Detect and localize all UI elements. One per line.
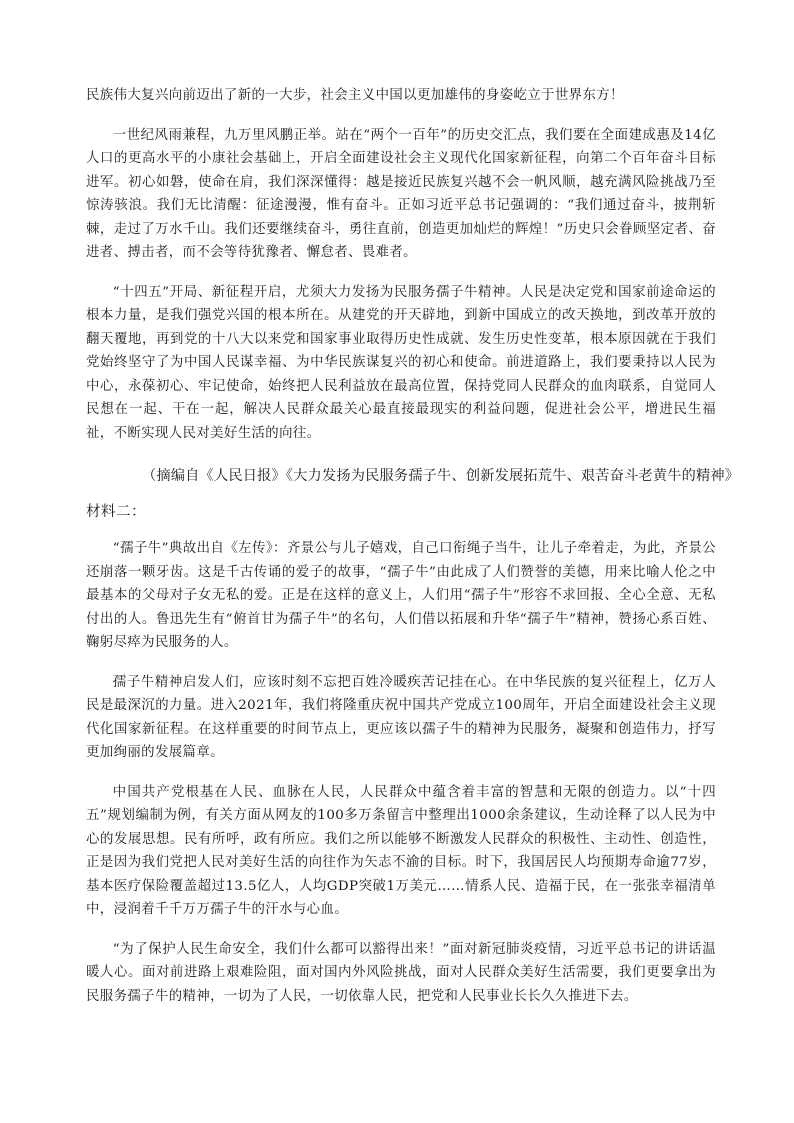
paragraph-continuation: 民族伟大复兴向前迈出了新的一大步，社会主义中国以更加雄伟的身姿屹立于世界东方！ bbox=[86, 88, 624, 103]
paragraph-5: 中国共产党根基在人民、血脉在人民，人民群众中蕴含着丰富的智慧和无限的创造力。以“十四五”规划编制为例，有关方面从网友的100多万条留言中整理出1000余条建议，生动诠释了以人民为中心的发展思想。民有所呼，政有所应。我们之所以能够不断激发人民群众的积极性、主动性、创造性，正是因为我们党把人民对美好生活的向往作为矢志不渝的目标。时下，我国居民人均预期寿命逾77岁，基本医疗保险覆盖超过13.5亿人，人均GDP突破1万美元……情系人民、造福于民，在一张张幸福清单中，浸润着千千万万孺子牛的汗水与心血。 bbox=[86, 784, 716, 917]
source-citation: （摘编自《人民日报》《大力发扬为民服务孺子牛、创新发展拓荒牛、艰苦奋斗老黄牛的精神》 bbox=[142, 468, 740, 484]
paragraph-4: 孺子牛精神启发人们，应该时刻不忘把百姓冷暖疾苦记挂在心。在中华民族的复兴征程上，亿万人民是最深沉的力量。进入2021年，我们将隆重庆祝中国共产党成立100周年，开启全面建设社会主义现代化国家新征程。在这样重要的时间节点上，更应该以孺子牛的精神为民服务，凝聚和创造伟力，抒写更加绚丽的发展篇章。 bbox=[86, 674, 716, 760]
section-heading-material-2: 材料二： bbox=[86, 504, 146, 520]
paragraph-6: “为了保护人民生命安全，我们什么都可以豁得出来！”面对新冠肺炎疫情，习近平总书记的讲话温暖人心。面对前进路上艰难险阻，面对国内外风险挑战，面对人民群众美好生活需要，我们更要拿出为民服务孺子牛的精神，一切为了人民，一切依靠人民，把党和人民事业长长久久推进下去。 bbox=[86, 941, 716, 1004]
document-page bbox=[86, 84, 740, 1008]
paragraph-2: “十四五”开局、新征程开启，尤须大力发扬为民服务孺子牛精神。人民是决定党和国家前途命运的根本力量，是我们强党兴国的根本所在。从建党的开天辟地，到新中国成立的改天换地，到改革开放的翻天覆地，再到党的十八大以来党和国家事业取得历史性成就、发生历史性变革，根本原因就在于我们党始终坚守了为中国人民谋幸福、为中华民族谋复兴的初心和使命。前进道路上，我们要秉持以人民为中心，永葆初心、牢记使命，始终把人民利益放在最高位置，保持党同人民群众的血肉联系，自觉同人民想在一起、干在一起，解决人民群众最关心最直接最现实的利益问题，促进社会公平，增进民生福祉，不断实现人民对美好生活的向往。 bbox=[86, 284, 716, 441]
paragraph-3: “孺子牛”典故出自《左传》：齐景公与儿子嬉戏，自己口衔绳子当牛，让儿子牵着走，为此，齐景公还崩落一颗牙齿。这是千古传诵的爱子的故事，“孺子牛”由此成了人们赞誉的美德，用来比喻人伦之中最基本的父母对子女无私的爱。正是在这样的意义上，人们用“孺子牛”形容不求回报、全心全意、无私付出的人。鲁迅先生有“俯首甘为孺子牛”的名句，人们借以拓展和升华“孺子牛”精神，赞扬心系百姓、鞠躬尽瘁为民服务的人。 bbox=[86, 541, 716, 650]
paragraph-1: 一世纪风雨兼程，九万里风鹏正举。站在“两个一百年”的历史交汇点，我们要在全面建成惠及14亿人口的更高水平的小康社会基础上，开启全面建设社会主义现代化国家新征程，向第二个百年奋斗目标进军。初心如磐，使命在肩，我们深深懂得：越是接近民族复兴越不会一帆风顺，越充满风险挑战乃至惊涛骇浪。我们无比清醒：征途漫漫，惟有奋斗。正如习近平总书记强调的：“我们通过奋斗，披荆斩棘，走过了万水千山。我们还要继续奋斗，勇往直前，创造更加灿烂的辉煌！”历史只会眷顾坚定者、奋进者、搏击者，而不会等待犹豫者、懈怠者、畏难者。 bbox=[86, 127, 716, 260]
